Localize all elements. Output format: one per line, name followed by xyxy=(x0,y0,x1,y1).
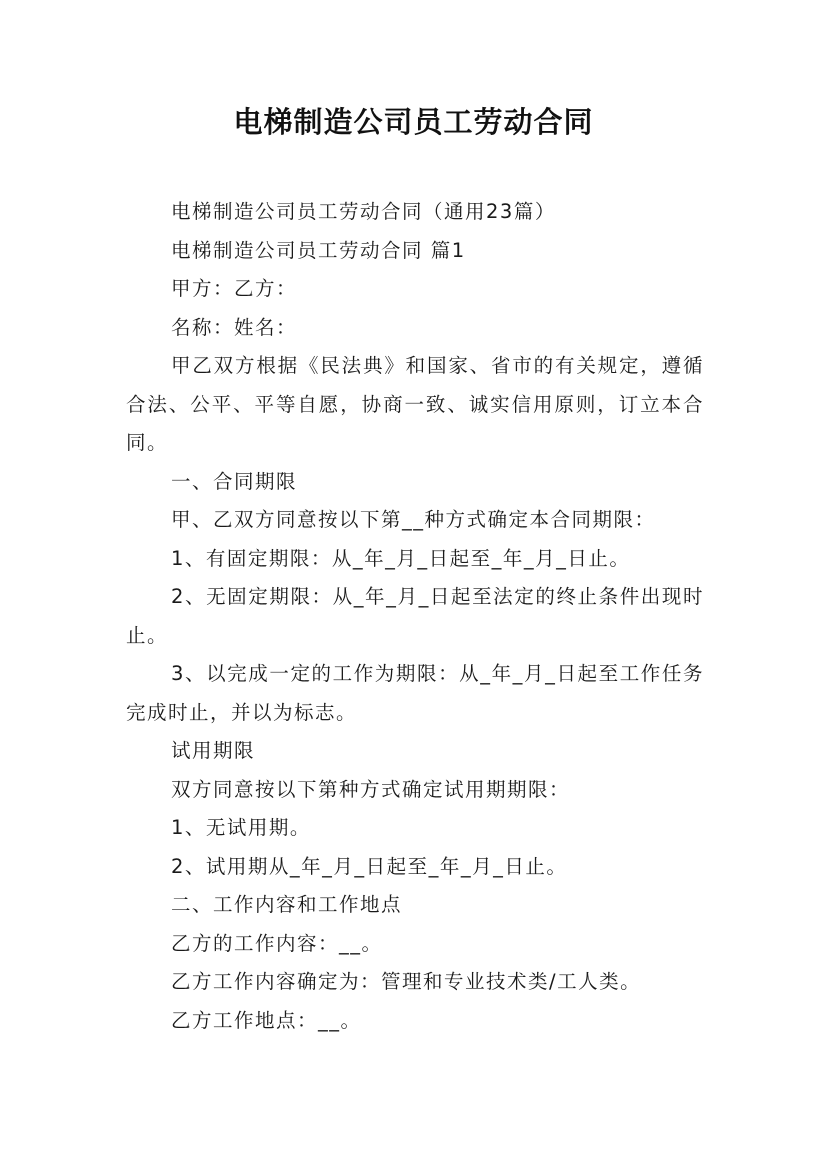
paragraph-preamble: 甲乙双方根据《民法典》和国家、省市的有关规定，遵循合法、公平、平等自愿，协商一致、诚实信用原则，订立本合同。 xyxy=(126,354,704,454)
paragraph-probation-period: 2、试用期从_年_月_日起至_年_月_日止。 xyxy=(171,854,568,878)
paragraph-section-heading: 电梯制造公司员工劳动合同 篇1 xyxy=(171,238,466,262)
paragraph-names: 名称：姓名： xyxy=(171,315,298,339)
paragraph-probation-none: 1、无试用期。 xyxy=(171,816,311,839)
paragraph-subtitle: 电梯制造公司员工劳动合同（通用23篇） xyxy=(171,200,556,223)
paragraph-work-content: 乙方的工作内容：__。 xyxy=(171,931,383,955)
paragraph-term-intro: 甲、乙双方同意按以下第__种方式确定本合同期限： xyxy=(171,508,656,531)
paragraph-probation-intro: 双方同意按以下第种方式确定试用期期限： xyxy=(171,777,571,801)
paragraph-term-fixed: 1、有固定期限：从_年_月_日起至_年_月_日止。 xyxy=(171,546,631,570)
paragraph-heading-work: 二、工作内容和工作地点 xyxy=(171,893,403,916)
document-body xyxy=(126,193,704,1040)
paragraph-work-location: 乙方工作地点：__。 xyxy=(171,1008,362,1032)
paragraph-term-open: 2、无固定期限：从_年_月_日起至法定的终止条件出现时止。 xyxy=(126,585,704,647)
document-title: 电梯制造公司员工劳动合同 xyxy=(233,105,594,139)
paragraph-parties: 甲方：乙方： xyxy=(171,277,298,300)
paragraph-heading-term: 一、合同期限 xyxy=(171,469,298,493)
paragraph-term-task: 3、以完成一定的工作为期限：从_年_月_日起至工作任务完成时止，并以为标志。 xyxy=(126,662,704,724)
paragraph-heading-probation: 试用期限 xyxy=(171,739,256,762)
paragraph-work-category: 乙方工作内容确定为：管理和专业技术类/工人类。 xyxy=(171,970,642,993)
